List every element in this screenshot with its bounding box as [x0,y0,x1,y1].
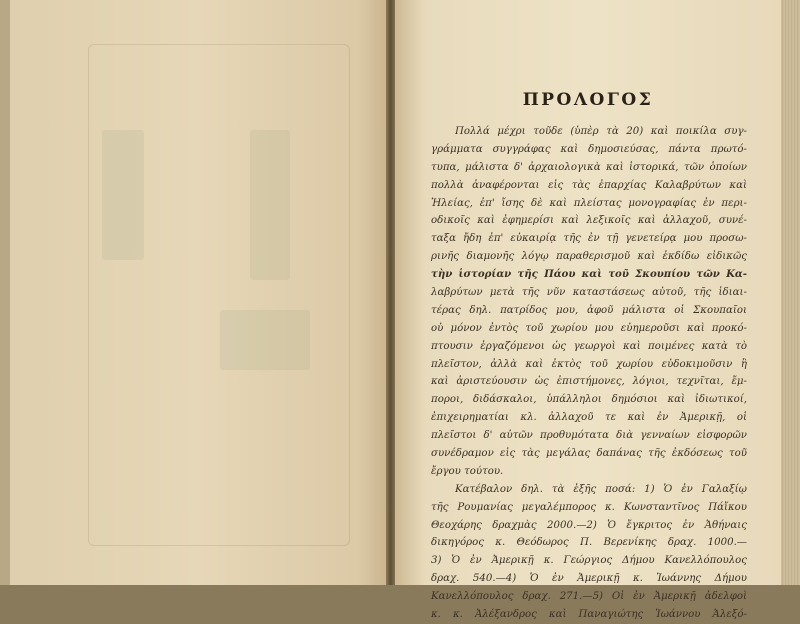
page-title: ΠΡΟΛΟΓΟΣ [522,90,654,110]
show-through-block [220,310,310,370]
text-line: ἐπιχειρηματίαι κλ. ἀλλαχοῦ τε καὶ ἐν Ἀμερικῇ, οἱ [431,412,747,424]
text-line: δραχ. 540.—4) Ὁ ἐν Ἀμερικῇ κ. Ἰωάννης Δήμου [431,573,747,585]
text-line: ἔργου τούτου. [431,465,504,477]
text-line: οὐ μόνον ἐντὸς τοῦ χωρίου μου εὐημεροῦσι καὶ προκό- [431,322,747,334]
text-line: τὴν ἱστορίαν τῆς Πάου καὶ τοῦ Σκουπίου τῶν Κα- [431,268,747,281]
text-line: ποροι, διδάσκαλοι, ὑπάλληλοι δημόσιοι καὶ ἰδιωτικοί, [431,394,747,406]
text-line: πτουσιν ἐργαζόμενοι ὡς γεωργοὶ καὶ ποιμένες κατὰ τὸ [431,340,747,352]
text-line: τῆς Ρουμανίας μεγαλέμπορος κ. Κωνσταντῖνος Πάἴκου [431,501,747,513]
right-page [395,0,781,621]
text-line: δικηγόρος κ. Θεόδωρος Π. Βερενίκης δραχ. 1000.— [431,537,747,549]
show-through-block [250,130,290,280]
text-line: 3) Ὁ ἐν Ἀμερικῇ κ. Γεώργιος Δήμου Κανελλόπουλος [431,555,747,567]
text-line: πολλὰ ἀναφέρονται εἰς τὰς ἐπαρχίας Καλαβρύτων καὶ [431,179,747,191]
show-through-block [102,130,144,260]
text-line: γράμματα συγγράφας καὶ δημοσιεύσας, πάντα πρωτό- [431,143,747,155]
show-through-frame [88,44,350,546]
text-line: κ. κ. Ἀλέξανδρος καὶ Παναγιώτης Ἰωάννου Ἀλεξό- [431,609,747,621]
text-line: ταξα ἤδη ἐπ' εὐκαιρίᾳ τῆς ἐν τῇ γενετείρᾳ μου προσω- [431,233,747,245]
text-line: Πολλά μέχρι τοῦδε (ὑπὲρ τὰ 20) καὶ ποικίλα συγ- [455,126,747,137]
page-edges [781,0,800,585]
left-page-blank [10,0,388,585]
text-line: λαβρύτων μετὰ τῆς νῦν καταστάσεως αὐτοῦ, τῆς ἰδιαι- [431,287,747,299]
text-line: τέρας δηλ. πατρίδος μου, ἀφοῦ μάλιστα οἱ Σκουπαῖοι [431,304,747,316]
text-line: πλεῖστοι δ' αὐτῶν προθυμότατα διὰ γενναίων εἰσφορῶν [431,430,747,442]
body-text [431,123,747,624]
text-line: ρινῆς διαμονῆς λόγῳ παραθερισμοῦ καὶ ἐκδίδω εἰδικῶς [431,251,747,263]
text-line: τυπα, μάλιστα δ' ἀρχαιολογικὰ καὶ ἱστορικά, τῶν ὁποίων [431,161,747,173]
text-line: Ἠλείας, ἐπ' ἴσης δὲ καὶ πλείστας μονογραφίας ἐν περι- [431,197,747,209]
text-line: Θεοχάρης δραχμὰς 2000.—2) Ὁ ἔγκριτος ἐν Ἀθήναις [431,519,747,531]
text-line: Κατέβαλον δηλ. τὰ ἑξῆς ποσά: 1) Ὁ ἐν Γαλαξίῳ [455,483,747,495]
text-line: καὶ ἀριστεύουσιν ὡς ἐπιστήμονες, λόγιοι, τεχνῖται, ἔμ- [431,376,747,388]
text-line: Κανελλόπουλος δραχ. 271.—5) Οἱ ἐν Ἀμερικῇ ἀδελφοὶ [431,591,747,603]
text-line: συνέδραμον εἰς τὰς μεγάλας δαπάνας τῆς ἐκδόσεως τοῦ [431,448,747,460]
text-line: οδικοῖς καὶ ἐφημερίσι καὶ λεξικοῖς καὶ ἀλλαχοῦ, συνέ- [431,215,747,227]
text-line: πλεῖστον, ἀλλὰ καὶ ἐκτὸς τοῦ χωρίου εὐδοκιμοῦσιν ἢ [431,358,747,370]
